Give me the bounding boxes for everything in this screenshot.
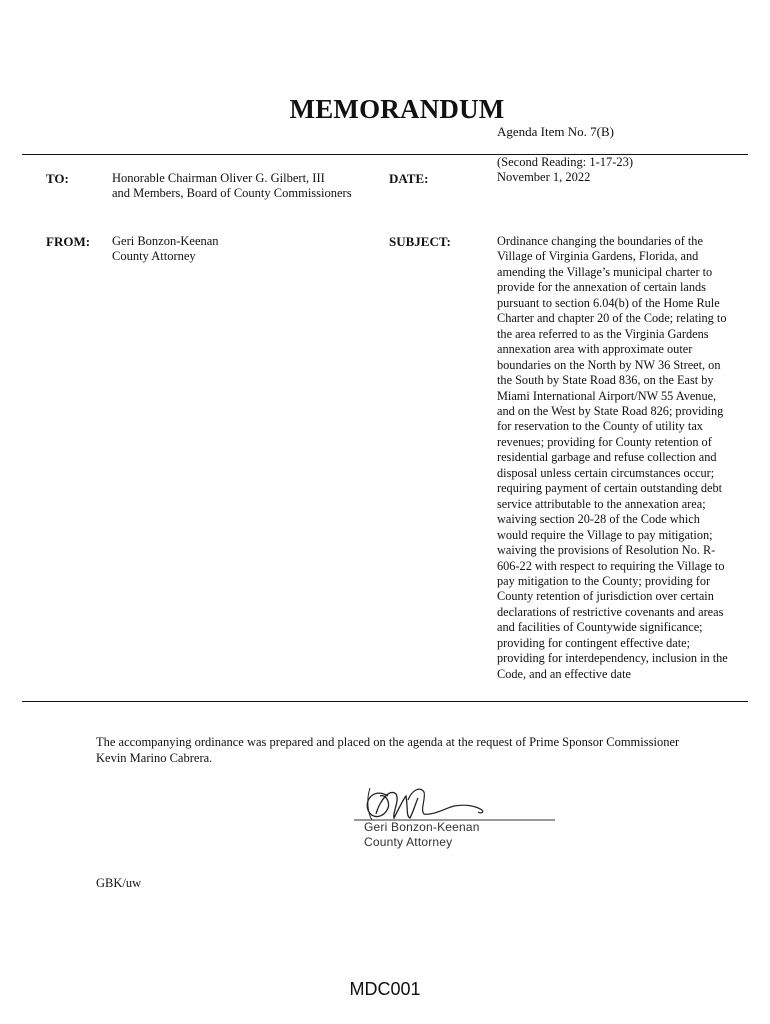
to-label: TO: bbox=[46, 171, 69, 186]
body-line: The accompanying ordinance was prepared and placed on the agenda at the request of Prime Sponsor Commissioner bbox=[96, 735, 680, 749]
typist-initials: GBK/uw bbox=[96, 876, 142, 890]
subject-line: disposal unless certain circumstances occur; bbox=[497, 465, 715, 480]
subject-line: providing for contingent effective date; bbox=[497, 635, 691, 650]
from-sender bbox=[112, 234, 219, 265]
subject-line: service attributable to the annexation area; bbox=[497, 496, 706, 511]
body-line: Kevin Marino Cabrera. bbox=[96, 751, 213, 765]
subject-line: Code, and an effective date bbox=[497, 666, 631, 681]
subject-text bbox=[497, 234, 751, 682]
from-label: FROM: bbox=[46, 234, 91, 249]
subject-line: and facilities of Countywide significance; bbox=[497, 620, 703, 635]
date-line: November 1, 2022 bbox=[497, 170, 591, 185]
date-line: (Second Reading: 1-17-23) bbox=[497, 155, 634, 169]
subject-line: waiving the provisions of Resolution No. R- bbox=[497, 543, 716, 558]
subject-line: Ordinance changing the boundaries of the bbox=[497, 234, 703, 248]
subject-line: Miami International Airport/NW 55 Avenue, bbox=[497, 388, 717, 403]
signer-title: County Attorney bbox=[364, 834, 453, 849]
to-line: and Members, Board of County Commissioners bbox=[112, 186, 352, 201]
subject-line: residential garbage and refuse collection and bbox=[497, 450, 717, 465]
from-line: County Attorney bbox=[112, 249, 196, 264]
subject-line: boundaries on the North by NW 36 Street, on bbox=[497, 357, 721, 372]
from-line: Geri Bonzon-Keenan bbox=[112, 234, 219, 248]
subject-line: and on the West by State Road 826; providing bbox=[497, 403, 724, 418]
memo-title: MEMORANDUM bbox=[289, 94, 505, 124]
signer-name: Geri Bonzon-Keenan bbox=[364, 820, 480, 834]
date-value bbox=[497, 155, 633, 186]
subject-line: Village of Virginia Gardens, Florida, and bbox=[497, 249, 699, 264]
date-label: DATE: bbox=[389, 171, 429, 186]
subject-line: 606-22 with respect to requiring the Village to bbox=[497, 558, 725, 573]
to-line: Honorable Chairman Oliver G. Gilbert, III bbox=[112, 171, 325, 185]
subject-line: Charter and chapter 20 of the Code; relating to bbox=[497, 311, 727, 326]
bottom-divider bbox=[22, 701, 748, 702]
subject-line: providing for interdependency, inclusion in the bbox=[497, 651, 728, 666]
subject-line: the area referred to as the Virginia Gardens bbox=[497, 326, 709, 341]
to-recipient bbox=[112, 171, 352, 202]
subject-line: amending the Village’s municipal charter to bbox=[497, 264, 713, 279]
subject-line: would require the Village to pay mitigation; bbox=[497, 527, 713, 542]
subject-line: waiving section 20-28 of the Code which bbox=[497, 512, 700, 527]
subject-line: pay mitigation to the County; providing for bbox=[497, 573, 711, 588]
subject-line: pursuant to section 6.04(b) of the Home Rule bbox=[497, 295, 720, 310]
subject-line: annexation area with approximate outer bbox=[497, 342, 693, 357]
subject-line: County retention of jurisdiction over certain bbox=[497, 589, 714, 604]
top-divider bbox=[22, 154, 748, 155]
body-paragraph bbox=[96, 734, 679, 766]
subject-line: declarations of restrictive covenants and areas bbox=[497, 604, 724, 619]
agenda-item-number: Agenda Item No. 7(B) bbox=[497, 124, 614, 139]
subject-line: for reservation to the County of utility tax bbox=[497, 419, 703, 434]
subject-label: SUBJECT: bbox=[389, 234, 451, 249]
signature-caption bbox=[364, 820, 480, 849]
subject-line: requiring payment of certain outstanding debt bbox=[497, 481, 723, 496]
subject-line: provide for the annexation of certain lands bbox=[497, 280, 706, 295]
subject-line: revenues; providing for County retention of bbox=[497, 434, 712, 449]
subject-line: the South by State Road 836, on the East by bbox=[497, 373, 714, 388]
document-id: MDC001 bbox=[349, 979, 421, 999]
